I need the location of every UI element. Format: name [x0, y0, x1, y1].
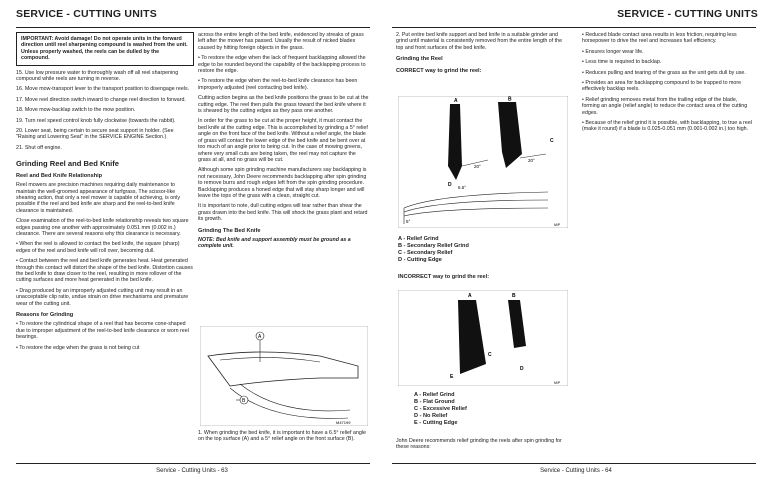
right-page: [384, 0, 768, 497]
left-column-2: [198, 32, 370, 254]
paragraph: Although some spin grinding machine manufacturers say backlapping is not necessary, John Deere recommends backlapping after spin grinding to remove burrs and rough edges left from the spin grinding procedure. Backlapping produces a honed edge that will stay sharp longer and will leave the tops of the grass with a clean, straight cut.: [198, 167, 367, 199]
left-column-1: [16, 32, 194, 355]
bullet: • To restore the cylindrical shape of a reel that has become cone-shaped due to improper adjustment of the reel-to-bed knife clearance or worn reel bearings.: [16, 321, 189, 341]
title-rule: [392, 27, 756, 28]
correct-legend: [398, 236, 568, 283]
step-18: 18. Move mow-backlap switch to the mow position.: [16, 107, 136, 114]
bullet: • Relief grinding removes metal from the trailing edge of the blade, forming an angle (relief angle) to reduce the contact area of the cutting edges.: [582, 96, 748, 116]
step-19: 19. Turn reel speed control knob fully clockwise (towards the rabbit).: [16, 117, 176, 124]
bullet: • Drag produced by an improperly adjusted cutting unit may result in an unacceptable clip ratio, undue strain on drive mechanisms and premature wear of the cutting unit.: [16, 287, 189, 307]
bullet: • Less time is required to backlap.: [582, 59, 662, 66]
step-17: 17. Move reel direction switch inward to change reel direction to forward.: [16, 96, 186, 103]
page-footer: Service - Cutting Units - 63: [156, 468, 228, 474]
label-c: C: [550, 138, 554, 144]
figure-code: M/P: [554, 223, 561, 227]
closing-paragraph: John Deere recommends relief grinding the reels after spin grinding for these reasons:: [396, 438, 562, 451]
figure-label-a: A: [258, 334, 262, 340]
legend-item: D - No Relief: [414, 413, 448, 419]
step-2: 2. Put entire bed knife support and bed knife in a suitable grinder and grind until material is consistently removed from the entire length of the top and front surfaces of the bed knife.: [396, 32, 563, 51]
paragraph: In order for the grass to be cut at the proper height, it must contact the bed knife at the cutting edge. This is accomplished by grinding a 5° relief angle on the front face of the bed knife. Without a relief angle, the blade of grass will contact the lower edge of the bed knife and be bent over at too much of an angle prior to being cut. In the case of mowing greens, where very small cuts are being taken, the reel may not capture the grass at all, and no grass will be cut.: [198, 118, 368, 163]
angle-label: 5°: [406, 219, 411, 224]
angle-label: 20°: [474, 164, 481, 169]
label-b: B: [512, 293, 516, 299]
paragraph: across the entire length of the bed knife, evidenced by streaks of grass left after the mower has passed. Usually the result of nicked blades caused by hitting foreign objects in the grass.: [198, 32, 364, 51]
label-d: D: [520, 366, 524, 372]
page-title: SERVICE - CUTTING UNITS: [617, 8, 758, 20]
paragraph: Cutting action begins as the bed knife positions the grass to be cut at the cutting edge. The reel then pulls the grass toward the bed knife where it is sheared by the cutting edges as they pass one another.: [198, 95, 369, 115]
relationship-heading: Reel and Bed Knife Relationship: [16, 172, 103, 179]
step-21: 21. Shut off engine.: [16, 144, 62, 151]
bed-knife-figure: [200, 326, 368, 426]
label-c: C: [488, 352, 492, 358]
step-16: 16. Move mow-transport lever to the transport position to disengage reels.: [16, 86, 190, 93]
correct-grind-figure: [398, 96, 568, 228]
step-1: 1. When grinding the bed knife, it is important to have a 6.5° relief angle on the top surface (A) and a 5° relief angle on the front surface (B).: [198, 430, 366, 443]
step-15: 15. Use low pressure water to thoroughly wash off all reel sharpening compound while reels are turning in reverse.: [16, 69, 179, 83]
legend-item: B - Secondary Relief Grind: [398, 243, 469, 249]
figure-code: M/P: [554, 381, 561, 385]
label-a: A: [468, 293, 472, 299]
step-20: 20. Lower seat, being certain to secure seat support in holder. (See "Raising and Lowering Seat" in the SERVICE ENGINE Section.): [16, 128, 174, 141]
incorrect-heading: INCORRECT way to grind the reel:: [398, 274, 490, 280]
bullet: • To restore the edge when the reel-to-bed knife clearance has been improperly adjusted (reel contacting bed knife).: [198, 78, 358, 91]
footer-rule: [392, 463, 756, 464]
page-footer: Service - Cutting Units - 64: [540, 468, 612, 474]
title-rule: [16, 27, 370, 28]
note: NOTE: Bed knife and support assembly must be ground as a complete unit.: [198, 236, 351, 250]
paragraph: Reel mowers are precision machines requiring daily maintenance to maintain the well-groomed appearance of turfgrass. The scissor-like shearing action, that only a reel mower is capable of achieving, is only possible if the reel and bed knife are sharp and the reel-to-bed knife clearance is maintained.: [16, 182, 180, 214]
bullet: • Because of the relief grind it is possible, with backlapping, to true a reel (make it round) if a blade is 0.025-0.051 mm (0.001-0.002 in.) too high.: [582, 120, 752, 133]
legend-item: E - Cutting Edge: [414, 420, 458, 426]
label-e: E: [450, 374, 454, 380]
label-a: A: [454, 98, 458, 104]
label-b: B: [508, 96, 512, 103]
legend-item: A - Relief Grind: [398, 236, 439, 242]
footer-rule: [16, 463, 370, 464]
warning-box: IMPORTANT: Avoid damage! Do not operate units in the forward direction until reel sharpening compound is washed from the unit. Unless properly washed, the reels can be dulled by the compound.: [16, 32, 194, 66]
angle-label: 6.5°: [458, 185, 467, 190]
bedknife-heading: Grinding The Bed Knife: [198, 227, 261, 234]
reasons-heading: Reasons for Grinding: [16, 312, 74, 318]
right-column-2: [582, 32, 756, 137]
incorrect-grind-figure: [398, 290, 568, 386]
paragraph: Close examination of the reel-to-bed knife relationship reveals two square edges passing one another with approximately 0.051 mm (0.002 in.) clearance. There are several reasons why this clearance is necessary.: [16, 218, 189, 237]
bullet: • Ensures longer wear life.: [582, 48, 644, 55]
bullet: • Reduced blade contact area results in less friction, requiring less horsepower to drive the reel and increases fuel efficiency.: [582, 32, 737, 45]
legend-item: B - Flat Ground: [414, 399, 455, 405]
page-title: SERVICE - CUTTING UNITS: [16, 8, 157, 20]
legend-item: D - Cutting Edge: [398, 257, 442, 263]
section-heading: Grinding Reel and Bed Knife: [16, 159, 119, 169]
label-d: D: [448, 182, 452, 188]
bullet: • Contact between the reel and bed knife generates heat. Heat generated through this contact will distort the shape of the bed knife. Distortion causes the bed knife to draw closer to the reel, resulting in more rollover of the cutting surfaces and more heat generated in the bed knife.: [16, 258, 193, 284]
grinding-reel-heading: Grinding the Reel: [396, 56, 443, 63]
bullet: • When the reel is allowed to contact the bed knife, the square (sharp) edges of the reel and bed knife will roll over, becoming dull.: [16, 241, 180, 254]
paragraph: It is important to note, dull cutting edges will tear rather than shear the grass drawn into the bed knife. This will shock the grass plant and retard its growth.: [198, 203, 368, 223]
figure-code: M47199: [336, 420, 351, 425]
bullet: • To restore the edge when the lack of frequent backlapping allowed the edge to be rounded beyond the capability of the backlapping process to restore the edge.: [198, 55, 366, 75]
legend-item: A - Relief Grind: [414, 392, 455, 398]
figure-label-b: B: [242, 398, 246, 404]
right-column-1: [396, 32, 568, 77]
correct-heading: CORRECT way to grind the reel:: [396, 67, 482, 74]
bullet: • Reduces pulling and tearing of the grass as the unit gets dull by use.: [582, 69, 746, 76]
bullet: • Provides an area for backlapping compound to be trapped to more effectively backlap reels.: [582, 80, 742, 93]
bullet: • To restore the edge when the grass is not being cut: [16, 344, 140, 351]
incorrect-legend: [414, 392, 564, 427]
legend-item: C - Secondary Relief: [398, 250, 453, 256]
legend-item: C - Excessive Relief: [414, 406, 467, 412]
angle-label: 20°: [528, 158, 535, 163]
